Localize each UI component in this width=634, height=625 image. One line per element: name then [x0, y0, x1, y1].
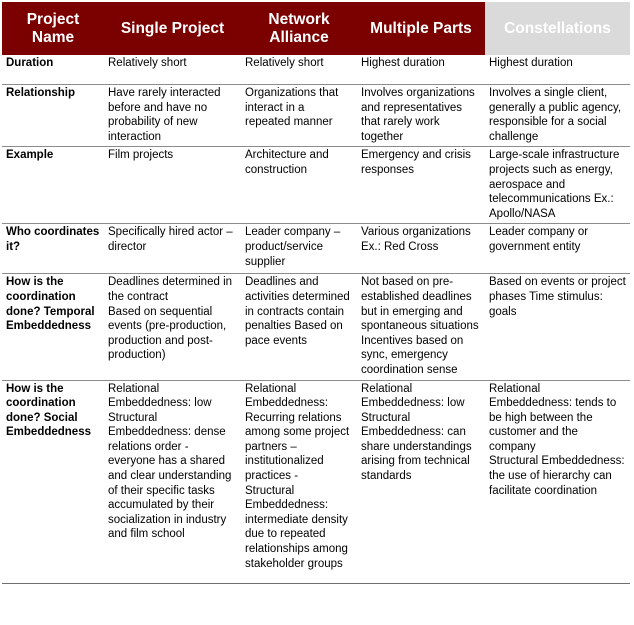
cell-text: Have rarely interacted before and have no probability of new interaction — [108, 87, 221, 143]
cell-text: Organizations that interact in a repeated manner — [245, 87, 339, 129]
row-label: Duration — [2, 55, 104, 85]
cell-text: Not based on pre-established deadlines but in emerging and spontaneous situations Incentives based on sync, emergency coordination sense — [361, 276, 479, 376]
header-single-project: Single Project — [104, 2, 241, 55]
cell-text: Leader company – product/service supplier — [245, 226, 341, 268]
cell-text: Highest duration — [361, 57, 445, 69]
cell-text: Specifically hired actor – director — [108, 226, 233, 253]
cell-text: Structural Embeddedness: can share understandings arising from technical standards — [361, 411, 472, 483]
cell-text: Structural Embeddedness: dense relations order - everyone has a shared and clear understanding of their specific tasks accumulated by their socialization in industry and film school — [108, 411, 232, 541]
cell-single-project — [104, 55, 241, 85]
cell-constellations — [485, 147, 630, 224]
cell-network-alliance — [241, 85, 357, 147]
row-label: How is the coordination done? Social Embeddedness — [2, 380, 104, 583]
cell-network-alliance — [241, 147, 357, 224]
cell-multiple-parts — [357, 274, 485, 380]
cell-text: Involves a single client, generally a public agency, responsible for a social challenge — [489, 87, 622, 143]
row-duration — [2, 55, 630, 85]
cell-text: Relational Embeddedness: low — [108, 382, 212, 410]
cell-single-project — [104, 274, 241, 380]
row-label: Relationship — [2, 85, 104, 147]
cell-text: Relational Embeddedness: tends to be high between the customer and the company — [489, 382, 617, 453]
cell-single-project — [104, 224, 241, 274]
row-temporal-embeddedness — [2, 274, 630, 380]
cell-text: Large-scale infrastructure projects such as energy, aerospace and telecommunications Ex.: Apollo/NASA — [489, 149, 620, 220]
row-who-coordinates — [2, 224, 630, 274]
row-relationship — [2, 85, 630, 147]
cell-multiple-parts — [357, 224, 485, 274]
cell-text: Film projects — [108, 149, 174, 162]
row-social-embeddedness — [2, 380, 630, 583]
row-label: Example — [2, 147, 104, 224]
cell-multiple-parts — [357, 380, 485, 583]
cell-multiple-parts — [357, 85, 485, 147]
row-example — [2, 147, 630, 224]
header-multiple-parts: Multiple Parts — [357, 2, 485, 55]
cell-text: Relatively short — [108, 57, 187, 69]
cell-text: Deadlines determined in the contract — [108, 276, 233, 303]
cell-text: Structural Embeddedness: intermediate density due to repeated relationships among stakeholder groups — [245, 484, 348, 570]
cell-text: Relatively short — [245, 57, 324, 69]
cell-text: Relational Embeddedness: Recurring relations among some project partners – institutionalized practices - — [245, 382, 350, 483]
cell-constellations — [485, 274, 630, 380]
cell-constellations — [485, 55, 630, 85]
cell-text: Highest duration — [489, 57, 573, 69]
header-project-name: Project Name — [2, 2, 104, 55]
cell-text: Architecture and construction — [245, 149, 329, 176]
cell-text: Emergency and crisis responses — [361, 149, 471, 176]
cell-multiple-parts — [357, 55, 485, 85]
cell-text: Based on events or project phases Time stimulus: goals — [489, 276, 626, 318]
cell-text: Relational Embeddedness: low — [361, 382, 465, 410]
header-row — [2, 2, 630, 55]
cell-network-alliance — [241, 224, 357, 274]
cell-network-alliance — [241, 55, 357, 85]
cell-multiple-parts — [357, 147, 485, 224]
cell-text: Involves organizations and representatives that rarely work together — [361, 87, 475, 143]
cell-single-project — [104, 85, 241, 147]
cell-single-project — [104, 380, 241, 583]
row-label: How is the coordination done? Temporal Embeddedness — [2, 274, 104, 380]
cell-text: Deadlines and activities determined in contracts contain penalties Based on pace events — [245, 276, 350, 347]
header-network-alliance: Network Alliance — [241, 2, 357, 55]
cell-constellations — [485, 224, 630, 274]
cell-text: Based on sequential events (pre-production, production and post-production) — [108, 305, 227, 362]
cell-constellations — [485, 380, 630, 583]
row-label: Who coordinates it? — [2, 224, 104, 274]
cell-constellations — [485, 85, 630, 147]
cell-text: Various organizations Ex.: Red Cross — [361, 226, 471, 253]
cell-network-alliance — [241, 274, 357, 380]
cell-text: Leader company or government entity — [489, 226, 589, 253]
cell-text: Structural Embeddedness: the use of hierarchy can facilitate coordination — [489, 455, 625, 497]
cell-network-alliance — [241, 380, 357, 583]
header-constellations: Constellations — [485, 2, 630, 55]
cell-single-project — [104, 147, 241, 224]
comparison-table — [2, 2, 630, 584]
